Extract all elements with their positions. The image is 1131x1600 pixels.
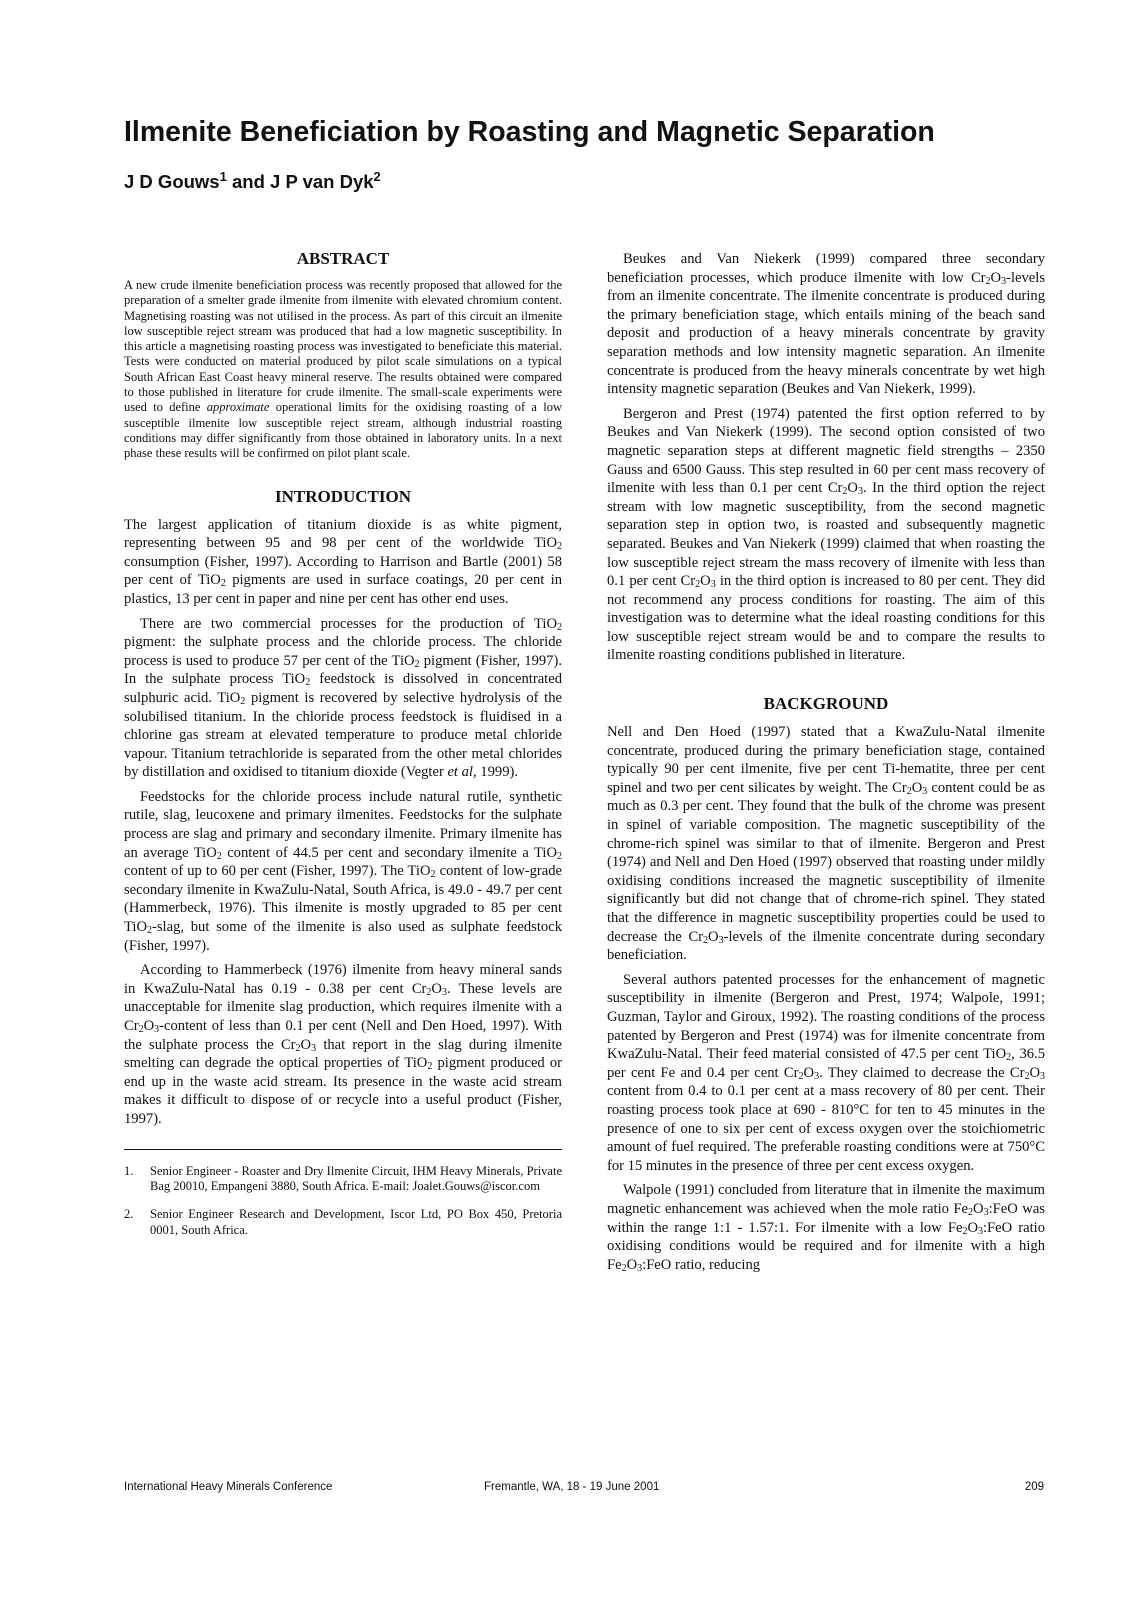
introduction-heading: INTRODUCTION bbox=[274, 486, 412, 506]
footnote-divider bbox=[124, 1149, 562, 1150]
author-2: J P van Dyk bbox=[270, 171, 374, 192]
author-2-affiliation-mark: 2 bbox=[373, 169, 381, 184]
left-column bbox=[124, 248, 562, 1251]
right-column bbox=[607, 250, 1045, 1274]
background-paragraph-3: Walpole (1991) concluded from literature that in ilmenite the maximum magnetic enhancement was achieved when the mole ratio $Fe_2O_3:FeO$ was within the range 1:1 - 1.57:1. For ilmenite with a low $Fe_2O_3:FeO$ ratio oxidising conditions would be required and for ilmenite with a high $Fe_2O_3:FeO$ ratio, reducing bbox=[607, 1182, 1045, 1274]
background-paragraph-2: Several authors patented processes for the enhancement of magnetic susceptibility in ilmenite (Bergeron and Prest, 1974; Walpole, 1991; Guzman, Taylor and Giroux, 1992). The roasting conditions of the process patented by Bergeron and Prest (1974) was for ilmenite concentrate from KwaZulu-Natal. Their feed material consisted of 47.5 per cent TiO$_2$, 36.5 per cent Fe and 0.4 per cent $Cr_2O_3$. They claimed to decrease the $Cr_2O_3$ content from 0.4 to 0.1 per cent at a mass recovery of 80 per cent. Their roasting process took place at 690 - 810°C for ten to 45 minutes in the presence of one to six per cent of excess oxygen over the stoichiometric amount of fuel required. The preferable roasting conditions were at 750°C for 15 minutes in the presence of three per cent excess oxygen. bbox=[607, 971, 1045, 1174]
intro-paragraph-3: Feedstocks for the chloride process include natural rutile, synthetic rutile, slag, leucoxene and primary ilmenites. Feedstocks for the sulphate process are slag and primary and secondary ilmenite. Primary ilmenite has an average TiO$_2$ content of 44.5 per cent and secondary ilmenite a TiO$_2$ content of up to 60 per cent (Fisher, 1997). The TiO$_2$ content of low-grade secondary ilmenite in KwaZulu-Natal, South Africa, is 49.0 - 49.7 per cent (Hammerbeck, 1976). This ilmenite is mostly upgraded to 85 per cent TiO$_2$-slag, but some of the ilmenite is also used as sulphate feedstock (Fisher, 1997). bbox=[124, 788, 563, 954]
footnote-2 bbox=[124, 1207, 562, 1239]
author-line bbox=[124, 168, 724, 196]
intro-paragraph-1: The largest application of titanium dioxide is as white pigment, representing between 95 and 98 per cent of the worldwide TiO$_2$ consumption (Fisher, 1997). According to Harrison and Bartle (2001) 58 per cent of TiO$_2$ pigments are used in surface coatings, 20 per cent in plastics, 13 per cent in paper and nine per cent has other end uses. bbox=[124, 516, 562, 607]
page-footer bbox=[124, 1478, 1044, 1496]
footer-location-date: Fremantle, WA, 18 - 19 June 2001 bbox=[484, 1481, 660, 1493]
footnote-1 bbox=[124, 1164, 562, 1196]
footnote-1-text: Senior Engineer - Roaster and Dry Ilmenite Circuit, IHM Heavy Minerals, Private Bag 20010, Empangeni 3880, South Africa. E-mail: Joalet.Gouws@iscor.com bbox=[150, 1163, 562, 1194]
right-paragraph-1: Beukes and Van Niekerk (1999) compared three secondary beneficiation processes, which produce ilmenite with low $Cr_2O_3$-levels from an ilmenite concentrate. The ilmenite concentrate is produced during the primary beneficiation stage, which entails mining of the beach sand deposit and production of a heavy minerals concentrate by gravity separation methods and low intensity magnetic separation. An ilmenite concentrate is produced from the heavy minerals concentrate by wet high intensity magnetic separation (Beukes and Van Niekerk, 1999). bbox=[607, 251, 1045, 398]
abstract-heading: ABSTRACT bbox=[296, 249, 390, 268]
footnote-2-number: 2. bbox=[124, 1207, 134, 1222]
paper-title: Ilmenite Beneficiation by Roasting and Magnetic Separation bbox=[124, 116, 935, 148]
background-paragraph-1: Nell and Den Hoed (1997) stated that a KwaZulu-Natal ilmenite concentrate, produced during the primary beneficiation stage, contained typically 90 per cent ilmenite, five per cent Ti-hematite, three per cent spinel and two per cent silicates by weight. The $Cr_2O_3$ content could be as much as 0.3 per cent. They found that the bulk of the chrome was present in spinel of variable composition. The magnetic susceptibility of the chrome-rich spinel was similar to that of ilmenite. Bergeron and Prest (1974) and Nell and Den Hoed (1997) observed that roasting under mildly oxidising conditions increased the magnetic susceptibility of ilmenite significantly but did not change that of chrome-rich spinel. They stated that the difference in magnetic susceptibility properties could be used to decrease the $Cr_2O_3$-levels of the ilmenite concentrate during secondary beneficiation. bbox=[607, 724, 1045, 964]
intro-paragraph-2: There are two commercial processes for the production of TiO$_2$ pigment: the sulphate process and the chloride process. The chloride process is used to produce 57 per cent of the TiO$_2$ pigment (Fisher, 1997). In the sulphate process TiO$_2$ feedstock is dissolved in concentrated sulphuric acid. TiO$_2$ pigment is recovered by selective hydrolysis of the solubilised titanium. In the chloride process feedstock is fluidised in a chlorine gas stream at elevated temperature to produce metal chloride vapour. Titanium tetrachloride is separated from the other metal chlorides by distillation and oxidised to titanium dioxide (Vegter et al, 1999). bbox=[124, 615, 563, 781]
page-number: 209 bbox=[1024, 1481, 1044, 1493]
right-paragraph-2: Bergeron and Prest (1974) patented the first option referred to by Beukes and Van Niekerk (1999). The second option consisted of two magnetic separation steps at different magnetic field strengths – 2350 Gauss and 6500 Gauss. This step resulted in 60 per cent mass recovery of ilmenite with less than 0.1 per cent $Cr_2O_3$. In the third option the reject stream with low magnetic susceptibility, from the second magnetic separation step in option two, is roasted and subsequently magnetic separated. Beukes and Van Niekerk (1999) claimed that when roasting the low susceptible reject stream the mass recovery of ilmenite with less than 0.1 per cent $Cr_2O_3$ in the third option is increased to 80 per cent. They did not recommend any process conditions for roasting. The aim of this investigation was to determine what the ideal roasting conditions for this low susceptible reject stream would be and to compare the results to ilmenite roasting conditions published in literature. bbox=[607, 405, 1045, 664]
author-separator: and bbox=[226, 171, 271, 192]
abstract-text: A new crude ilmenite beneficiation process was recently proposed that allowed for the preparation of a smelter grade ilmenite from ilmenite with elevated chromium content. Magnetising roasting was not utilised in the process. As part of this circuit an ilmenite low susceptible reject stream was produced that had a low magnetic susceptibility. In this article a magnetising roasting process was investigated to beneficiate this material. Tests were conducted on material produced by pilot scale simulations on a typical South African East Coast heavy mineral reserve. The results obtained were compared to those published in literature for crude ilmenite. The small-scale experiments were used to define approximate operational limits for the oxidising roasting of a low susceptible ilmenite low susceptible reject stream, although industrial roasting conditions may differ significantly from those obtained in laboratory units. In a next phase these results will be confirmed on pilot plant scale. bbox=[124, 278, 562, 461]
background-heading: BACKGROUND bbox=[763, 694, 889, 714]
footnote-1-number: 1. bbox=[124, 1163, 134, 1178]
footnote-2-text: Senior Engineer Research and Development, Iscor Ltd, PO Box 450, Pretoria 0001, South Africa. bbox=[150, 1207, 562, 1237]
author-1-affiliation-mark: 1 bbox=[219, 169, 227, 184]
intro-paragraph-4: According to Hammerbeck (1976) ilmenite from heavy mineral sands in KwaZulu-Natal has 0.19 - 0.38 per cent $Cr_2O_3$. These levels are unacceptable for ilmenite slag production, which requires ilmenite with a $Cr_2O_3$-content of less than 0.1 per cent (Nell and Den Hoed, 1997). With the sulphate process the $Cr_2O_3$ that report in the slag during ilmenite smelting can degrade the optical properties of TiO$_2$ pigment produced or end up in the waste acid stream. Its presence in the waste acid stream makes it difficult to dispose of or recycle into a useful product (Fisher, 1997). bbox=[124, 962, 563, 1127]
footer-conference: International Heavy Minerals Conference bbox=[124, 1481, 333, 1493]
author-1: J D Gouws bbox=[124, 171, 220, 192]
